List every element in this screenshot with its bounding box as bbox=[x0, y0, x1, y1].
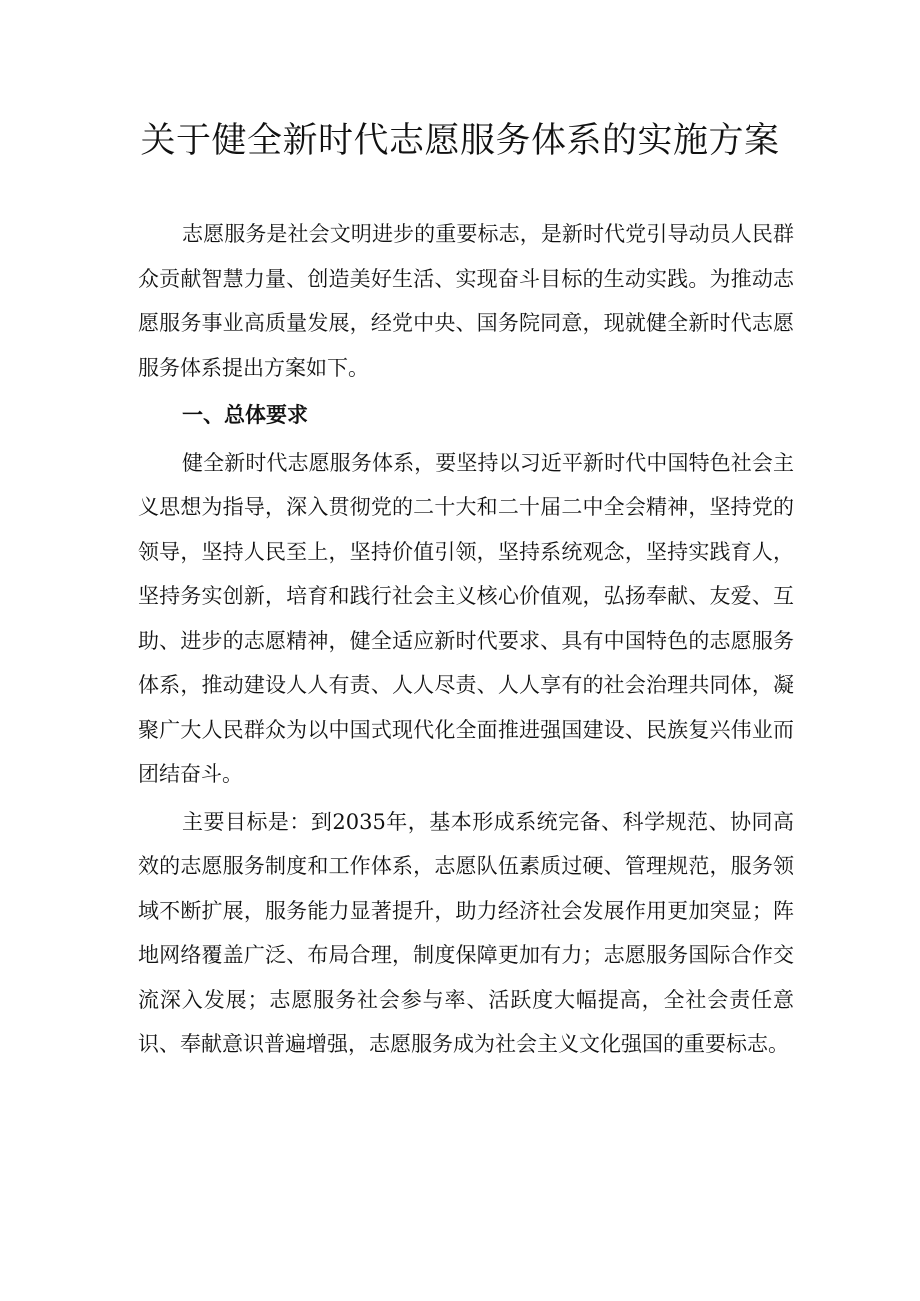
document-body bbox=[138, 212, 794, 1067]
section-heading-general-requirements: 一、总体要求 bbox=[182, 402, 308, 427]
section-paragraph-main-goals: 主要目标是：到2035年，基本形成系统完备、科学规范、协同高效的志愿服务制度和工作体系，志愿队伍素质过硬、管理规范，服务领域不断扩展，服务能力显著提升，助力经济社会发展作用更加突显；阵地网络覆盖广泛、布局合理，制度保障更加有力；志愿服务国际合作交流深入发展；志愿服务社会参与率、活跃度大幅提高，全社会责任意识、奉献意识普遍增强，志愿服务成为社会主义文化强国的重要标志。 bbox=[138, 809, 794, 1056]
intro-paragraph: 志愿服务是社会文明进步的重要标志，是新时代党引导动员人民群众贡献智慧力量、创造美好生活、实现奋斗目标的生动实践。为推动志愿服务事业高质量发展，经党中央、国务院同意，现就健全新时代志愿服务体系提出方案如下。 bbox=[138, 222, 794, 380]
document-title: 关于健全新时代志愿服务体系的实施方案 bbox=[140, 121, 780, 161]
section-paragraph-guiding-principles: 健全新时代志愿服务体系，要坚持以习近平新时代中国特色社会主义思想为指导，深入贯彻党的二十大和二十届二中全会精神，坚持党的领导，坚持人民至上，坚持价值引领，坚持系统观念，坚持实践育人，坚持务实创新，培育和践行社会主义核心价值观，弘扬奉献、友爱、互助、进步的志愿精神，健全适应新时代要求、具有中国特色的志愿服务体系，推动建设人人有责、人人尽责、人人享有的社会治理共同体，凝聚广大人民群众为以中国式现代化全面推进强国建设、民族复兴伟业而团结奋斗。 bbox=[138, 450, 794, 786]
